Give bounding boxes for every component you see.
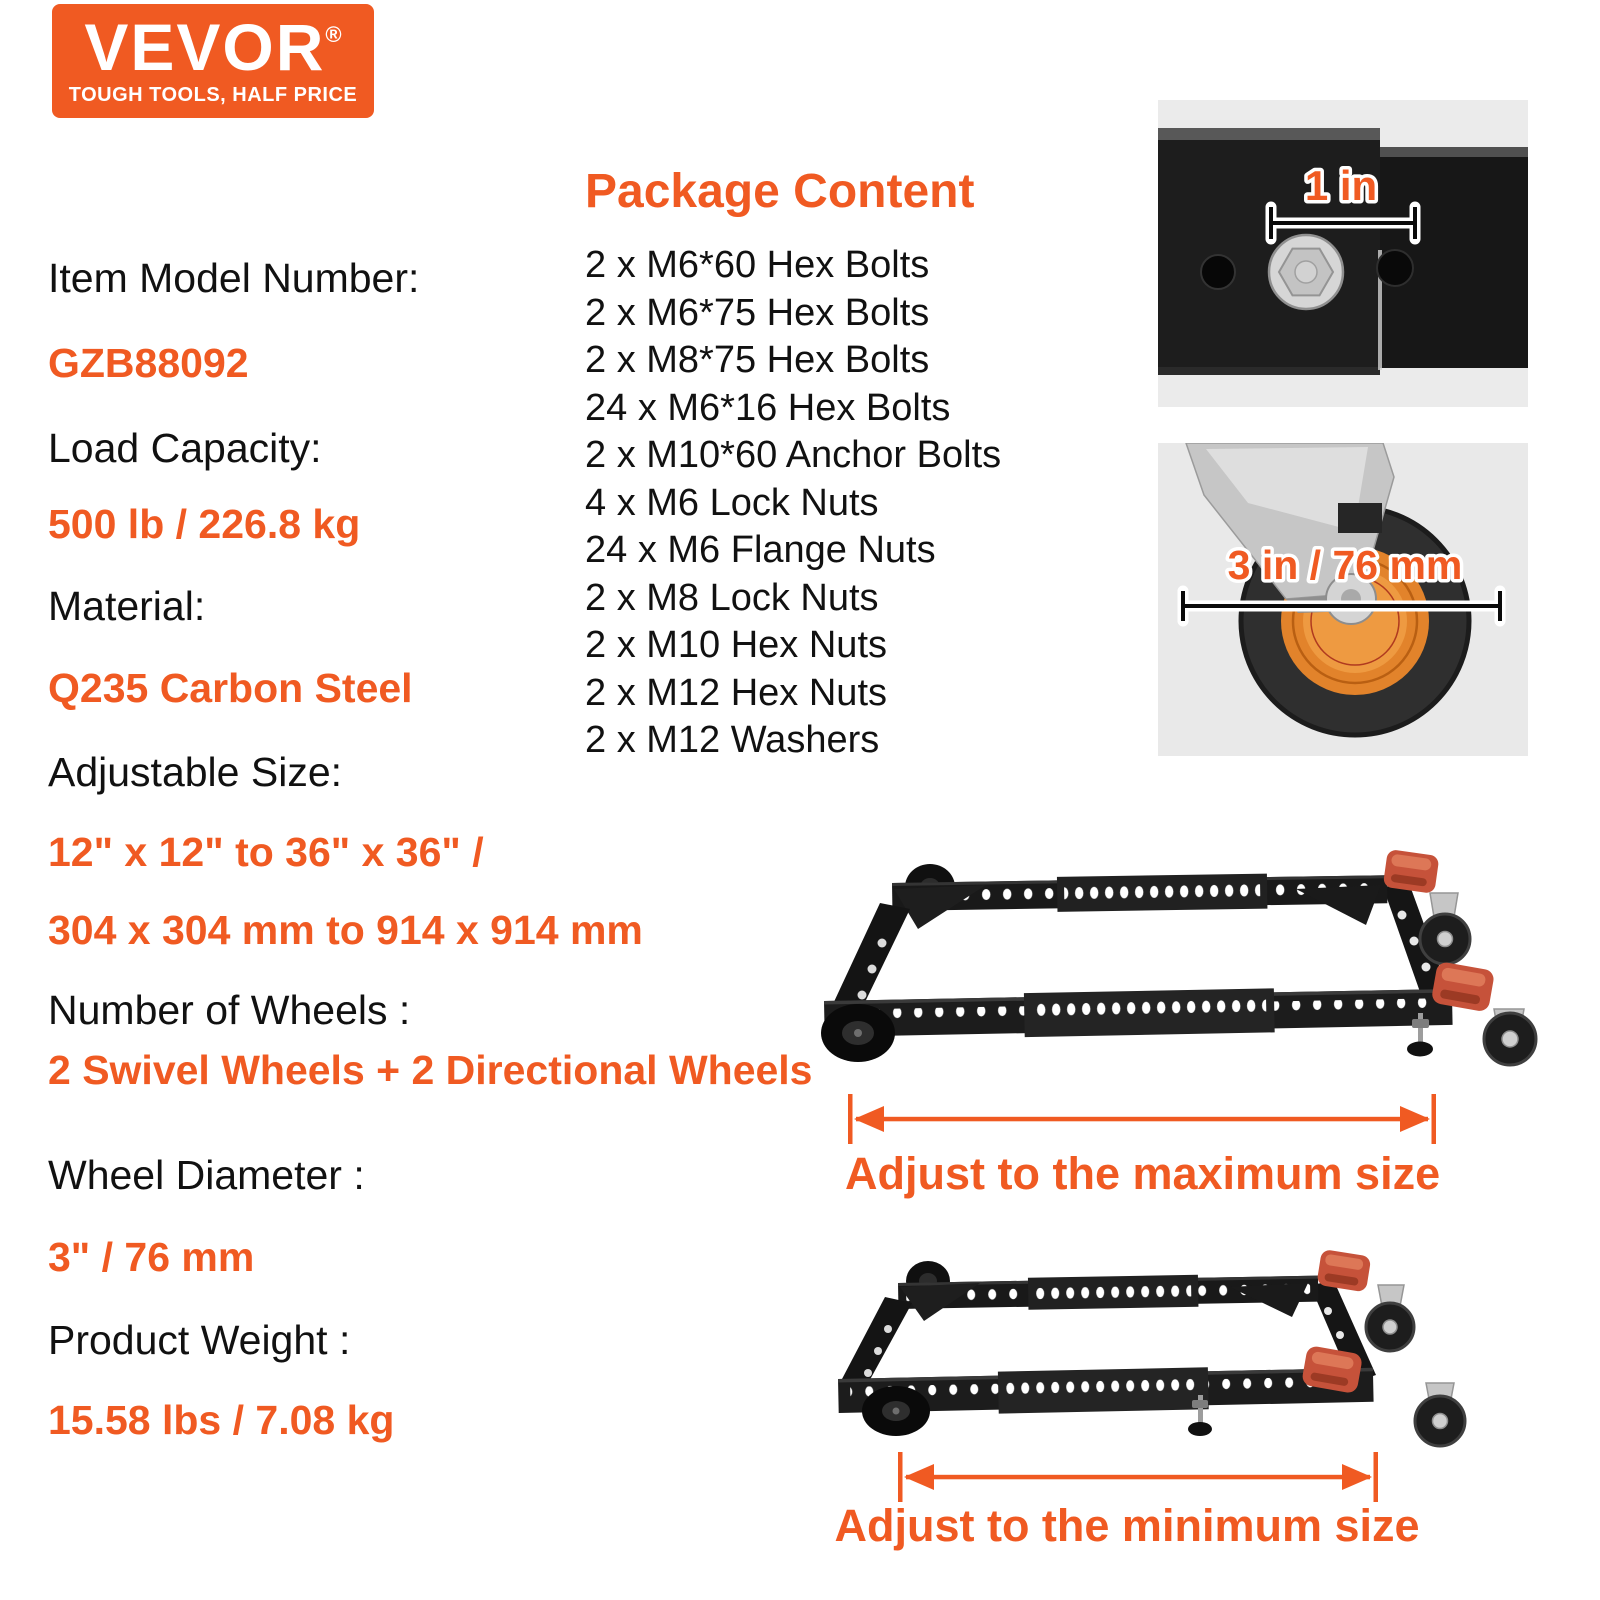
package-item: 24 x M6*16 Hex Bolts [585,386,951,429]
package-content-title: Package Content [585,165,975,218]
logo-tagline: TOUGH TOOLS, HALF PRICE [68,84,358,106]
spec-value-product-weight: 15.58 lbs / 7.08 kg [48,1397,395,1443]
spec-label-material: Material: [48,583,206,629]
spec-value-number-of-wheels: 2 Swivel Wheels + 2 Directional Wheels [48,1047,813,1093]
package-item: 2 x M10*60 Anchor Bolts [585,434,1002,476]
spec-label-product-weight: Product Weight : [48,1317,351,1363]
max-size-caption: Adjust to the maximum size [845,1148,1441,1199]
logo-wordmark [52,10,374,84]
spec-value-material: Q235 Carbon Steel [48,665,413,711]
dolly-min-illustration [830,1237,1485,1452]
wheel-diameter-label: 3 in / 76 mm [1227,542,1463,588]
swivel-caster [1415,1383,1465,1446]
swivel-caster [1484,1009,1536,1065]
package-item: 24 x M6 Flange Nuts [585,529,936,571]
package-content-list [585,242,1001,765]
swivel-caster [1366,1285,1414,1351]
registered-mark: ® [325,22,342,47]
vevor-logo [52,4,374,118]
package-item: 2 x M6*60 Hex Bolts [585,244,930,286]
spec-label-load-capacity: Load Capacity: [48,425,322,471]
package-item: 2 x M12 Hex Nuts [585,671,887,714]
package-item: 2 x M12 Washers [585,719,880,761]
spec-value-wheel-diameter: 3" / 76 mm [48,1234,255,1280]
swivel-caster [1420,893,1470,964]
spec-value-adjustable-size-mm: 304 x 304 mm to 914 x 914 mm [48,907,643,953]
package-item: 2 x M10 Hex Nuts [585,624,887,666]
caster-wheel-photo [1158,443,1528,756]
dolly-max-illustration [818,843,1558,1078]
package-item: 2 x M8 Lock Nuts [585,576,879,619]
package-item: 2 x M6*75 Hex Bolts [585,291,930,334]
brand-name: VEVOR [84,10,326,84]
min-size-caption: Adjust to the minimum size [834,1500,1420,1551]
spec-value-load-capacity: 500 lb / 226.8 kg [48,501,361,547]
max-size-dimension-arrow [848,1094,1436,1144]
left-rail [842,1297,912,1387]
spec-label-adjustable-size: Adjustable Size: [48,749,343,795]
rail-hole [1377,250,1413,286]
spec-label-model-number: Item Model Number: [48,255,420,301]
spec-label-wheel-diameter: Wheel Diameter : [48,1152,365,1198]
bolt-spacing-photo [1158,100,1528,407]
rail-hole [1201,255,1235,289]
spec-value-model-number: GZB88092 [48,340,249,386]
package-item: 2 x M8*75 Hex Bolts [585,339,930,381]
hex-bolt [1269,235,1343,309]
bolt-spacing-label: 1 in [1304,162,1378,209]
min-size-dimension-arrow [898,1452,1378,1502]
package-item: 4 x M6 Lock Nuts [585,481,879,524]
front-left-wheel [862,1386,930,1436]
front-left-wheel [821,1004,895,1062]
lock-pedal [1383,849,1440,894]
spec-value-adjustable-size-inch: 12" x 12" to 36" x 36" / [48,829,484,875]
spec-label-number-of-wheels: Number of Wheels : [48,987,411,1033]
front-rail [824,985,1453,1041]
